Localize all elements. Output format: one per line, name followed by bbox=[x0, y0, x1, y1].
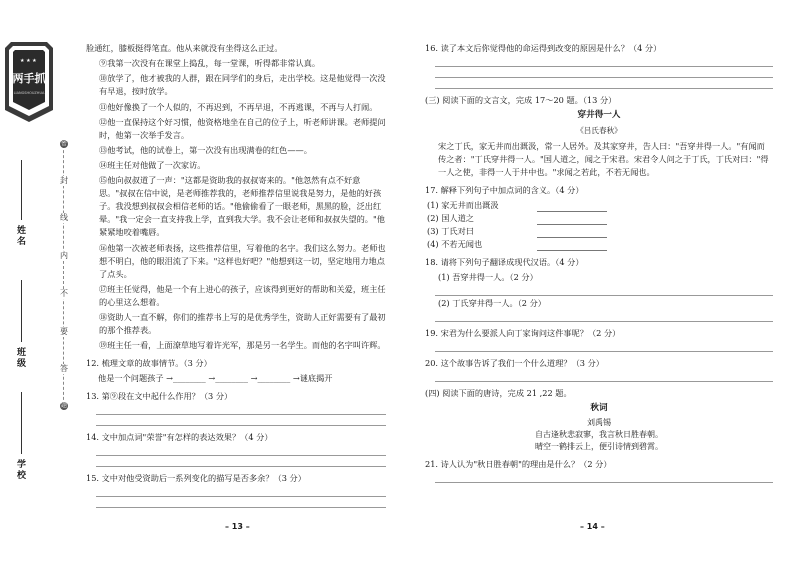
answer-line[interactable] bbox=[96, 416, 386, 426]
question-12: 12. 梳理文章的故事情节。（3 分） bbox=[86, 358, 212, 369]
definition-row: (3) 丁氏对曰 bbox=[425, 225, 773, 238]
svg-text:★ ★ ★: ★ ★ ★ bbox=[20, 58, 37, 64]
question-13: 13. 第⑨段在文中起什么作用？（3 分） bbox=[86, 391, 233, 402]
answer-blank[interactable] bbox=[537, 228, 607, 238]
question-15: 15. 文中对他受资助后一系列变化的描写是否多余？（3 分） bbox=[86, 473, 306, 484]
question-19: 19. 宋君为什么要派人向丁家询问这件事呢？（2 分） bbox=[425, 328, 621, 339]
poem-line: 晴空一鹤排云上，便引诗情到碧霄。 bbox=[535, 442, 663, 452]
paragraph: ⑮他向叔叔道了一声："这都是资助我的叔叔寄来的。"他忽然有点不好意思。"叔叔在信中说，是老师推荐我的，老师推荐信里说我是努力，是他的好孩子。我没想到叔叔会相信老师的话。"他偷偷看了一眼老师，黑黑的脸，泛出红晕。"我一定会一直支持我上学，直到我大学。我不会让老师和叔叔失望的。"他紧紧地咬着嘴唇。 bbox=[99, 175, 385, 238]
plot-chain: 他是一个问题孩子 →________ →________ →________ →谜底揭开 bbox=[98, 373, 333, 384]
seal-line bbox=[58, 140, 70, 410]
answer-line[interactable] bbox=[96, 487, 386, 497]
question-14: 14. 文中加点词"荣誉"有怎样的表达效果？（4 分） bbox=[86, 432, 273, 443]
paragraph: ⑭班主任对他做了一次家访。 bbox=[99, 160, 206, 171]
poem-line: 自古逢秋悲寂寥，我言秋日胜春朝。 bbox=[535, 430, 663, 440]
page-number: – 13 – bbox=[225, 522, 250, 531]
answer-line[interactable] bbox=[96, 405, 386, 415]
seal-char: 密 bbox=[60, 140, 67, 147]
chain-start: 他是一个问题孩子 bbox=[98, 373, 164, 384]
chain-blank[interactable]: →________ bbox=[208, 373, 248, 384]
paragraph: ⑪他好像换了一个人似的，不再迟到，不再早退，不再逃课，不再与人打闹。 bbox=[99, 101, 378, 112]
answer-line[interactable] bbox=[435, 68, 773, 78]
poet-name: 刘禹锡 bbox=[587, 418, 611, 428]
definition-row: (2) 国人道之 bbox=[425, 212, 773, 225]
answer-line[interactable] bbox=[96, 457, 386, 467]
school-field-label: 学校 bbox=[16, 460, 26, 481]
paragraph: ⑩放学了，他才被我的人群，跟在同学们的身后，走出学校。这是他觉得一次没有早退，按时放学。 bbox=[99, 73, 386, 97]
paragraph: 脸通红，膝板挺得笔直。他从来就没有坐得这么正过。 bbox=[86, 43, 283, 53]
answer-line[interactable] bbox=[435, 473, 773, 483]
chain-blank[interactable]: →________ bbox=[166, 373, 206, 384]
section-3-heading: (三) 阅读下面的文言文，完成 17～20 题。（13 分） bbox=[425, 95, 617, 105]
class-field-line bbox=[21, 280, 22, 342]
seal-char: 不 bbox=[60, 288, 68, 298]
binding-margin bbox=[0, 0, 56, 569]
definition-row: (4) 不若无闻也 bbox=[425, 238, 773, 251]
answer-line[interactable] bbox=[435, 372, 773, 382]
seal-char: 线 bbox=[60, 213, 68, 223]
answer-line[interactable] bbox=[435, 342, 773, 352]
question-16: 16. 读了本文后你觉得他的命运得到改变的原因是什么？（4 分） bbox=[425, 43, 662, 53]
answer-line[interactable] bbox=[435, 79, 773, 89]
answer-line[interactable] bbox=[96, 446, 386, 456]
answer-line[interactable] bbox=[435, 286, 773, 296]
left-page bbox=[86, 42, 386, 509]
question-17: 17. 解释下列句子中加点词的含义。（4 分） bbox=[425, 185, 584, 195]
paragraph: ⑯他第一次被老师表扬，这些推荐信里，写着他的名字。我们这么努力。老师也想不明白，他的眼泪流了下来。"这样也好吧？"他想到这一切，坚定地用力地点了点头。 bbox=[99, 242, 386, 279]
page-number: – 14 – bbox=[580, 522, 605, 531]
answer-line[interactable] bbox=[435, 312, 773, 322]
seal-char: 封 bbox=[60, 175, 68, 185]
answer-blank[interactable] bbox=[537, 241, 607, 251]
logo-text: 两手抓 bbox=[12, 72, 46, 85]
name-field-label: 姓名 bbox=[16, 226, 26, 247]
poem-title: 秋词 bbox=[590, 403, 608, 414]
answer-blank[interactable] bbox=[537, 202, 607, 212]
question-20: 20. 这个故事告诉了我们一个什么道理？（3 分） bbox=[425, 358, 604, 369]
school-field-line bbox=[21, 392, 22, 454]
right-page bbox=[425, 42, 773, 484]
translate-item: (1) 吾穿井得一人。（2 分） bbox=[438, 272, 538, 282]
paragraph: ⑫他一直保持这个好习惯，他资格地坐在自己的位子上，听老师讲课。老师提问时，他第一次举手发言。 bbox=[99, 116, 386, 140]
paragraph: ⑲班主任一看，上面潦草地写着许光军，那是另一名学生。而他的名字叫许辉。 bbox=[99, 340, 386, 351]
answer-line[interactable] bbox=[96, 498, 386, 508]
seal-char: 要 bbox=[60, 326, 68, 336]
seal-char: 题 bbox=[60, 401, 67, 409]
translate-item: (2) 丁氏穿井得一人。（2 分） bbox=[438, 298, 546, 309]
paragraph: ⑰班主任觉得，他是一个有上进心的孩子，应该得到更好的帮助和关爱，班主任的心里这么想着。 bbox=[99, 283, 386, 307]
definition-row: (1) 家无井而出溉汲 bbox=[425, 199, 773, 212]
chain-blank[interactable]: →________ bbox=[250, 373, 291, 384]
paragraph: ⑱资助人一直不解，你们的推荐书上写的是优秀学生，资助人正好需要有了最初的那个推荐表。 bbox=[99, 311, 386, 335]
class-field-label: 班级 bbox=[16, 348, 26, 369]
section-4-heading: (四) 阅读下面的唐诗，完成 21 ,22 题。 bbox=[425, 388, 572, 399]
passage-title: 穿井得一人 bbox=[577, 110, 621, 120]
seal-char: 内 bbox=[60, 251, 68, 261]
name-field-line bbox=[21, 160, 22, 220]
paragraph: ⑬他考试，他的试卷上，第一次没有出现满卷的红色——。 bbox=[99, 144, 312, 155]
passage-source: 《吕氏春秋》 bbox=[576, 126, 622, 135]
answer-line[interactable] bbox=[435, 57, 773, 67]
logo-subtext: LIANGSHOUZHUA bbox=[13, 91, 45, 95]
seal-char: 答 bbox=[60, 364, 68, 374]
question-18: 18. 请将下列句子翻译成现代汉语。（4 分） bbox=[425, 257, 584, 267]
answer-blank[interactable] bbox=[537, 215, 607, 225]
classical-passage: 宋之丁氏，家无井而出溉汲，常一人居外。及其家穿井，告人曰："吾穿井得一人。"有闻而传之者："丁氏穿井得一人。"国人道之，闻之于宋君。宋君令人问之于丁氏，丁氏对曰："得一人之使，非得一人于井中也。"求闻之若此，不若无闻也。 bbox=[438, 141, 769, 177]
chain-end: 谜底揭开 bbox=[299, 373, 333, 384]
paragraph: ⑨我第一次没有在课堂上捣乱，每一堂课，听得都非常认真。 bbox=[99, 58, 321, 69]
logo-badge bbox=[3, 40, 55, 124]
question-21: 21. 诗人认为"秋日胜春朝"的理由是什么？（2 分） bbox=[425, 459, 612, 470]
